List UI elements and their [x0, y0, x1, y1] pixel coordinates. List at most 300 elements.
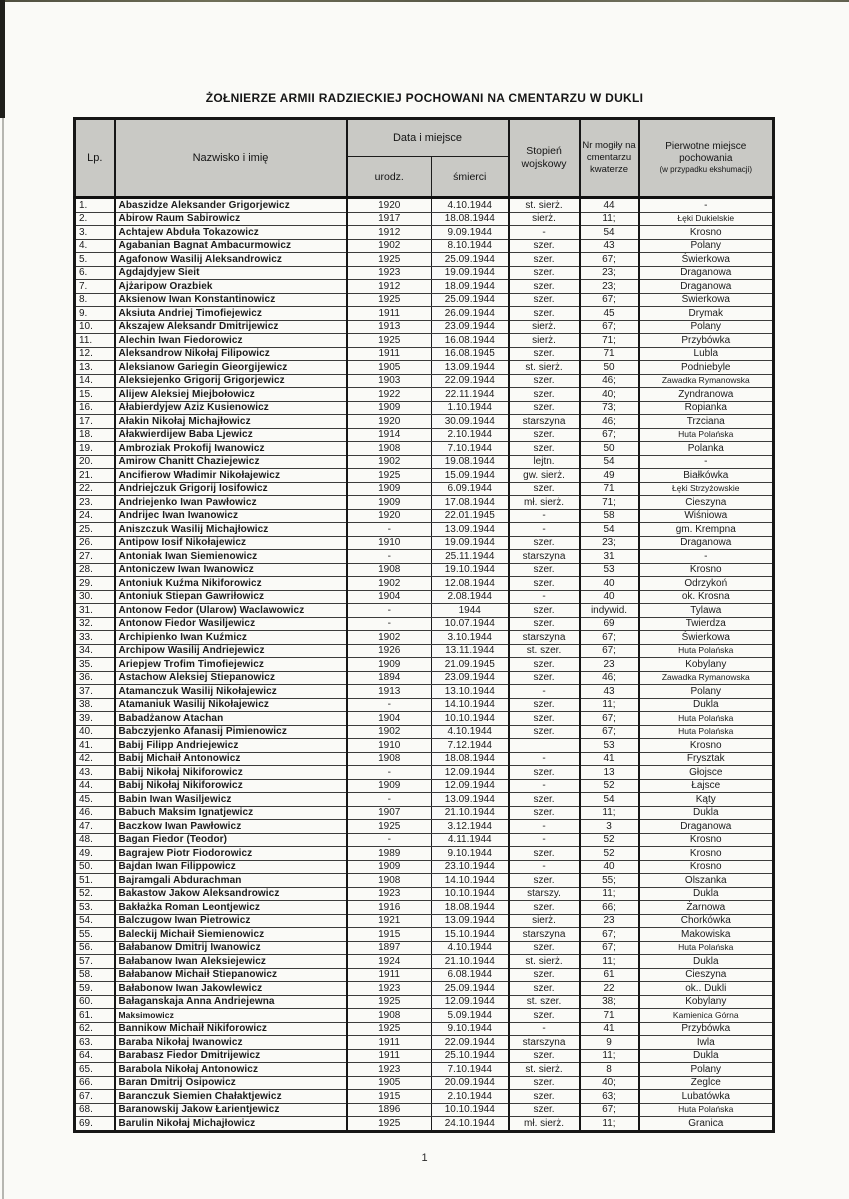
row-number: 52. — [75, 887, 115, 901]
birth-year: 1914 — [347, 428, 432, 442]
table-row — [75, 928, 774, 942]
military-rank: - — [509, 509, 580, 523]
birth-year: - — [347, 698, 432, 712]
row-number: 5. — [75, 253, 115, 267]
military-rank: - — [509, 523, 580, 537]
birth-year: 1922 — [347, 388, 432, 402]
original-burial-place: Zawadka Rymanowska — [639, 671, 774, 685]
row-number: 55. — [75, 928, 115, 942]
military-rank: st. sierż. — [509, 955, 580, 969]
row-number: 38. — [75, 698, 115, 712]
soldiers-table — [73, 117, 775, 1133]
military-rank: sierż. — [509, 334, 580, 348]
table-row — [75, 617, 774, 631]
row-number: 51. — [75, 874, 115, 888]
row-number: 7. — [75, 280, 115, 294]
soldier-name: Abaszidze Aleksander Grigorjewicz — [115, 198, 347, 213]
soldier-name: Maksimowicz — [115, 1009, 347, 1023]
table-row — [75, 604, 774, 618]
row-number: 24. — [75, 509, 115, 523]
soldier-name: Aleksiejenko Grigorij Grigorjewicz — [115, 374, 347, 388]
birth-year: 1894 — [347, 671, 432, 685]
table-row — [75, 779, 774, 793]
grave-number: 61 — [580, 968, 639, 982]
table-row — [75, 482, 774, 496]
grave-number: 69 — [580, 617, 639, 631]
table-row — [75, 1103, 774, 1117]
death-date: 20.09.1944 — [432, 1076, 509, 1090]
original-burial-place: Draganowa — [639, 280, 774, 294]
birth-year: - — [347, 604, 432, 618]
death-date: 13.11.1944 — [432, 644, 509, 658]
death-date: 2.08.1944 — [432, 590, 509, 604]
grave-number: 67; — [580, 631, 639, 645]
death-date: 19.09.1944 — [432, 536, 509, 550]
row-number: 43. — [75, 766, 115, 780]
death-date: 21.10.1944 — [432, 806, 509, 820]
soldier-name: Agabanian Bagnat Ambacurmowicz — [115, 239, 347, 253]
death-date: 21.09.1945 — [432, 658, 509, 672]
soldier-name: Archipow Wasilij Andriejewicz — [115, 644, 347, 658]
row-number: 58. — [75, 968, 115, 982]
military-rank: mł. sierż. — [509, 496, 580, 510]
original-burial-place: Frysztak — [639, 752, 774, 766]
row-number: 40. — [75, 725, 115, 739]
grave-number: 71; — [580, 496, 639, 510]
grave-number: 67; — [580, 941, 639, 955]
soldier-name: Antoniak Iwan Siemienowicz — [115, 550, 347, 564]
birth-year: 1904 — [347, 712, 432, 726]
soldier-name: Bakłażka Roman Leontjewicz — [115, 901, 347, 915]
military-rank: - — [509, 860, 580, 874]
death-date: 8.10.1944 — [432, 239, 509, 253]
military-rank: szer. — [509, 793, 580, 807]
military-rank: st. sierż. — [509, 198, 580, 213]
original-burial-place: Kamienica Górna — [639, 1009, 774, 1023]
original-burial-place: Polanka — [639, 442, 774, 456]
row-number: 63. — [75, 1036, 115, 1050]
military-rank: szer. — [509, 874, 580, 888]
original-burial-place: ok. Krosna — [639, 590, 774, 604]
birth-year: 1920 — [347, 415, 432, 429]
row-number: 12. — [75, 347, 115, 361]
table-row — [75, 374, 774, 388]
table-row — [75, 239, 774, 253]
original-burial-place: Krosno — [639, 860, 774, 874]
table-row — [75, 361, 774, 375]
military-rank: szer. — [509, 482, 580, 496]
grave-number: 44 — [580, 198, 639, 213]
soldier-name: Antonow Fedor (Ularow) Waclawowicz — [115, 604, 347, 618]
soldier-name: Bagrajew Piotr Fiodorowicz — [115, 847, 347, 861]
military-rank: szer. — [509, 374, 580, 388]
row-number: 29. — [75, 577, 115, 591]
soldier-name: Atamanczuk Wasilij Nikołajewicz — [115, 685, 347, 699]
row-number: 15. — [75, 388, 115, 402]
soldier-name: Baranowskij Jakow Łarientjewicz — [115, 1103, 347, 1117]
death-date: 25.11.1944 — [432, 550, 509, 564]
table-row — [75, 887, 774, 901]
original-burial-place: gm. Krempna — [639, 523, 774, 537]
soldier-name: Andriejenko Iwan Pawłowicz — [115, 496, 347, 510]
soldier-name: Antoniuk Stiepan Gawriłowicz — [115, 590, 347, 604]
military-rank: starszy. — [509, 887, 580, 901]
grave-number: 67; — [580, 725, 639, 739]
row-number: 37. — [75, 685, 115, 699]
birth-year: 1910 — [347, 739, 432, 753]
birth-year: 1923 — [347, 982, 432, 996]
row-number: 48. — [75, 833, 115, 847]
header-original-place-note: (w przypadku ekshumacji) — [659, 165, 752, 174]
row-number: 20. — [75, 455, 115, 469]
row-number: 10. — [75, 320, 115, 334]
original-burial-place: Przybówka — [639, 334, 774, 348]
original-burial-place: Makowiska — [639, 928, 774, 942]
soldier-name: Bakastow Jakow Aleksandrowicz — [115, 887, 347, 901]
death-date: 18.08.1944 — [432, 901, 509, 915]
military-rank: szer. — [509, 253, 580, 267]
grave-number: 43 — [580, 239, 639, 253]
death-date: 1944 — [432, 604, 509, 618]
death-date: 16.08.1944 — [432, 334, 509, 348]
military-rank: - — [509, 1022, 580, 1036]
death-date: 4.10.1944 — [432, 941, 509, 955]
grave-number: 11; — [580, 806, 639, 820]
original-burial-place: Podniebyle — [639, 361, 774, 375]
death-date: 10.07.1944 — [432, 617, 509, 631]
row-number: 11. — [75, 334, 115, 348]
table-row — [75, 198, 774, 213]
grave-number: 55; — [580, 874, 639, 888]
original-burial-place: Łajsce — [639, 779, 774, 793]
original-burial-place: Granica — [639, 1117, 774, 1132]
death-date: 1.10.1944 — [432, 401, 509, 415]
military-rank: szer. — [509, 617, 580, 631]
table-row — [75, 631, 774, 645]
soldier-name: Aksiuta Andriej Timofiejewicz — [115, 307, 347, 321]
birth-year: - — [347, 833, 432, 847]
military-rank: starszyna — [509, 1036, 580, 1050]
original-burial-place: Lubatówka — [639, 1090, 774, 1104]
soldier-name: Barabasz Fiedor Dmitrijewicz — [115, 1049, 347, 1063]
table-row — [75, 806, 774, 820]
original-burial-place: Dukla — [639, 698, 774, 712]
row-number: 9. — [75, 307, 115, 321]
grave-number: 46; — [580, 415, 639, 429]
row-number: 26. — [75, 536, 115, 550]
death-date: 12.09.1944 — [432, 766, 509, 780]
grave-number: 3 — [580, 820, 639, 834]
military-rank: szer. — [509, 982, 580, 996]
military-rank: szer. — [509, 671, 580, 685]
death-date: 10.10.1944 — [432, 712, 509, 726]
death-date: 3.12.1944 — [432, 820, 509, 834]
original-burial-place: Polany — [639, 685, 774, 699]
original-burial-place: Kobylany — [639, 995, 774, 1009]
birth-year: 1912 — [347, 280, 432, 294]
table-row — [75, 455, 774, 469]
table-row — [75, 1117, 774, 1132]
original-burial-place: Dukla — [639, 806, 774, 820]
soldier-name: Abirow Raum Sabirowicz — [115, 212, 347, 226]
birth-year: 1925 — [347, 1022, 432, 1036]
original-burial-place: - — [639, 455, 774, 469]
military-rank: szer. — [509, 1103, 580, 1117]
grave-number: 52 — [580, 779, 639, 793]
soldier-name: Aksienow Iwan Konstantinowicz — [115, 293, 347, 307]
original-burial-place: Przybówka — [639, 1022, 774, 1036]
table-row — [75, 428, 774, 442]
birth-year: 1902 — [347, 239, 432, 253]
table-row — [75, 955, 774, 969]
table-row — [75, 968, 774, 982]
table-row — [75, 685, 774, 699]
table-row — [75, 982, 774, 996]
row-number: 31. — [75, 604, 115, 618]
birth-year: - — [347, 766, 432, 780]
death-date: 22.09.1944 — [432, 1036, 509, 1050]
birth-year: 1917 — [347, 212, 432, 226]
birth-year: 1913 — [347, 320, 432, 334]
soldier-name: Agafonow Wasilij Aleksandrowicz — [115, 253, 347, 267]
soldier-name: Ałakwierdijew Baba Ljewicz — [115, 428, 347, 442]
military-rank: szer. — [509, 1090, 580, 1104]
death-date: 16.08.1945 — [432, 347, 509, 361]
death-date: 25.09.1944 — [432, 293, 509, 307]
death-date: 22.11.1944 — [432, 388, 509, 402]
table-row — [75, 1049, 774, 1063]
row-number: 17. — [75, 415, 115, 429]
soldier-name: Babadżanow Atachan — [115, 712, 347, 726]
row-number: 56. — [75, 941, 115, 955]
soldier-name: Atamaniuk Wasilij Nikołajewicz — [115, 698, 347, 712]
birth-year: - — [347, 550, 432, 564]
death-date: 2.10.1944 — [432, 428, 509, 442]
birth-year: 1907 — [347, 806, 432, 820]
military-rank: szer. — [509, 401, 580, 415]
grave-number: 54 — [580, 226, 639, 240]
original-burial-place: Świerkowa — [639, 253, 774, 267]
military-rank: - — [509, 820, 580, 834]
row-number: 25. — [75, 523, 115, 537]
military-rank: mł. sierż. — [509, 1117, 580, 1132]
birth-year: 1925 — [347, 469, 432, 483]
birth-year: 1909 — [347, 779, 432, 793]
death-date: 18.09.1944 — [432, 280, 509, 294]
grave-number: 71; — [580, 334, 639, 348]
military-rank: - — [509, 226, 580, 240]
table-row — [75, 307, 774, 321]
soldier-name: Aniszczuk Wasilij Michajłowicz — [115, 523, 347, 537]
military-rank: szer. — [509, 239, 580, 253]
military-rank: szer. — [509, 968, 580, 982]
military-rank: szer. — [509, 293, 580, 307]
row-number: 3. — [75, 226, 115, 240]
original-burial-place: - — [639, 198, 774, 213]
soldier-name: Agdajdyjew Sieit — [115, 266, 347, 280]
table-row — [75, 253, 774, 267]
soldier-name: Amirow Chanitt Chaziejewicz — [115, 455, 347, 469]
grave-number: 11; — [580, 887, 639, 901]
grave-number: 23; — [580, 536, 639, 550]
table-row — [75, 712, 774, 726]
table-row — [75, 536, 774, 550]
grave-number: 40 — [580, 590, 639, 604]
birth-year: 1908 — [347, 563, 432, 577]
birth-year: 1902 — [347, 455, 432, 469]
row-number: 54. — [75, 914, 115, 928]
military-rank: lejtn. — [509, 455, 580, 469]
soldier-name: Ariepjew Trofim Timofiejewicz — [115, 658, 347, 672]
row-number: 1. — [75, 198, 115, 213]
table-row — [75, 793, 774, 807]
row-number: 61. — [75, 1009, 115, 1023]
military-rank: szer. — [509, 428, 580, 442]
original-burial-place: - — [639, 550, 774, 564]
birth-year: 1908 — [347, 874, 432, 888]
birth-year: 1904 — [347, 590, 432, 604]
table-row — [75, 941, 774, 955]
death-date: 4.10.1944 — [432, 198, 509, 213]
original-burial-place: Tylawa — [639, 604, 774, 618]
original-burial-place: Drymak — [639, 307, 774, 321]
military-rank: st. szer. — [509, 644, 580, 658]
birth-year: 1925 — [347, 253, 432, 267]
soldier-name: Barulin Nikołaj Michajłowicz — [115, 1117, 347, 1132]
birth-year: 1911 — [347, 347, 432, 361]
grave-number: 50 — [580, 361, 639, 375]
grave-number: 49 — [580, 469, 639, 483]
death-date: 13.09.1944 — [432, 523, 509, 537]
header-date-place: Data i miejsce — [347, 119, 509, 157]
military-rank: starszyna — [509, 631, 580, 645]
grave-number: 40 — [580, 860, 639, 874]
military-rank: - — [509, 833, 580, 847]
military-rank: st. sierż. — [509, 361, 580, 375]
table-row — [75, 334, 774, 348]
military-rank: szer. — [509, 1076, 580, 1090]
table-row — [75, 590, 774, 604]
header-lp: Lp. — [75, 119, 115, 198]
table-row — [75, 347, 774, 361]
death-date: 24.10.1944 — [432, 1117, 509, 1132]
row-number: 65. — [75, 1063, 115, 1077]
row-number: 28. — [75, 563, 115, 577]
birth-year: - — [347, 523, 432, 537]
original-burial-place: Cieszyna — [639, 968, 774, 982]
death-date: 13.09.1944 — [432, 793, 509, 807]
grave-number: 46; — [580, 671, 639, 685]
grave-number: 11; — [580, 1117, 639, 1132]
death-date: 6.08.1944 — [432, 968, 509, 982]
row-number: 42. — [75, 752, 115, 766]
military-rank: szer. — [509, 266, 580, 280]
original-burial-place: Huta Polańska — [639, 1103, 774, 1117]
row-number: 39. — [75, 712, 115, 726]
death-date: 23.10.1944 — [432, 860, 509, 874]
death-date: 7.10.1944 — [432, 442, 509, 456]
table-row — [75, 1009, 774, 1023]
soldier-name: Baranczuk Siemien Chałaktjewicz — [115, 1090, 347, 1104]
soldier-name: Babij Filipp Andriejewicz — [115, 739, 347, 753]
birth-year: 1921 — [347, 914, 432, 928]
soldier-name: Antoniuk Kuźma Nikiforowicz — [115, 577, 347, 591]
original-burial-place: Cieszyna — [639, 496, 774, 510]
birth-year: 1915 — [347, 928, 432, 942]
grave-number: 67; — [580, 712, 639, 726]
grave-number: 52 — [580, 833, 639, 847]
military-rank: szer. — [509, 847, 580, 861]
death-date: 6.09.1944 — [432, 482, 509, 496]
birth-year: 1915 — [347, 1090, 432, 1104]
original-burial-place: Dukla — [639, 887, 774, 901]
death-date: 7.10.1944 — [432, 1063, 509, 1077]
row-number: 60. — [75, 995, 115, 1009]
table-row — [75, 401, 774, 415]
grave-number: 40; — [580, 388, 639, 402]
military-rank: - — [509, 590, 580, 604]
birth-year: 1925 — [347, 820, 432, 834]
soldier-name: Balczugow Iwan Pietrowicz — [115, 914, 347, 928]
death-date: 2.10.1944 — [432, 1090, 509, 1104]
military-rank: szer. — [509, 712, 580, 726]
original-burial-place: Huta Polańska — [639, 712, 774, 726]
table-row — [75, 415, 774, 429]
military-rank: szer. — [509, 347, 580, 361]
soldier-name: Babij Michaił Antonowicz — [115, 752, 347, 766]
soldier-name: Astachow Aleksiej Stiepanowicz — [115, 671, 347, 685]
table-row — [75, 833, 774, 847]
death-date: 12.08.1944 — [432, 577, 509, 591]
birth-year: 1923 — [347, 266, 432, 280]
page-number: 1 — [421, 1152, 428, 1164]
soldier-name: Aleksianow Gariegin Gieorgijewicz — [115, 361, 347, 375]
death-date: 22.09.1944 — [432, 374, 509, 388]
death-date: 12.09.1944 — [432, 995, 509, 1009]
soldier-name: Baraba Nikołaj Iwanowicz — [115, 1036, 347, 1050]
military-rank: szer. — [509, 806, 580, 820]
soldier-name: Alechin Iwan Fiedorowicz — [115, 334, 347, 348]
death-date: 25.09.1944 — [432, 253, 509, 267]
birth-year: - — [347, 617, 432, 631]
death-date: 9.10.1944 — [432, 1022, 509, 1036]
military-rank: szer. — [509, 725, 580, 739]
grave-number: 23 — [580, 914, 639, 928]
original-burial-place: Świerkowa — [639, 631, 774, 645]
birth-year: 1908 — [347, 1009, 432, 1023]
row-number: 23. — [75, 496, 115, 510]
grave-number: 23; — [580, 280, 639, 294]
soldier-name: Ałabierdyjew Aziz Kusienowicz — [115, 401, 347, 415]
row-number: 34. — [75, 644, 115, 658]
grave-number: 31 — [580, 550, 639, 564]
soldier-name: Antoniczew Iwan Iwanowicz — [115, 563, 347, 577]
grave-number: 11; — [580, 212, 639, 226]
original-burial-place: Kobylany — [639, 658, 774, 672]
header-name: Nazwisko i imię — [115, 119, 347, 198]
soldier-name: Baleckij Michaił Siemienowicz — [115, 928, 347, 942]
soldier-name: Bajramgali Abdurachman — [115, 874, 347, 888]
row-number: 49. — [75, 847, 115, 861]
table-row — [75, 820, 774, 834]
row-number: 22. — [75, 482, 115, 496]
birth-year: 1909 — [347, 482, 432, 496]
death-date: 19.10.1944 — [432, 563, 509, 577]
soldier-name: Bałabanow Iwan Aleksiejewicz — [115, 955, 347, 969]
row-number: 13. — [75, 361, 115, 375]
birth-year: 1903 — [347, 374, 432, 388]
soldier-name: Babczyjenko Afanasij Pimienowicz — [115, 725, 347, 739]
